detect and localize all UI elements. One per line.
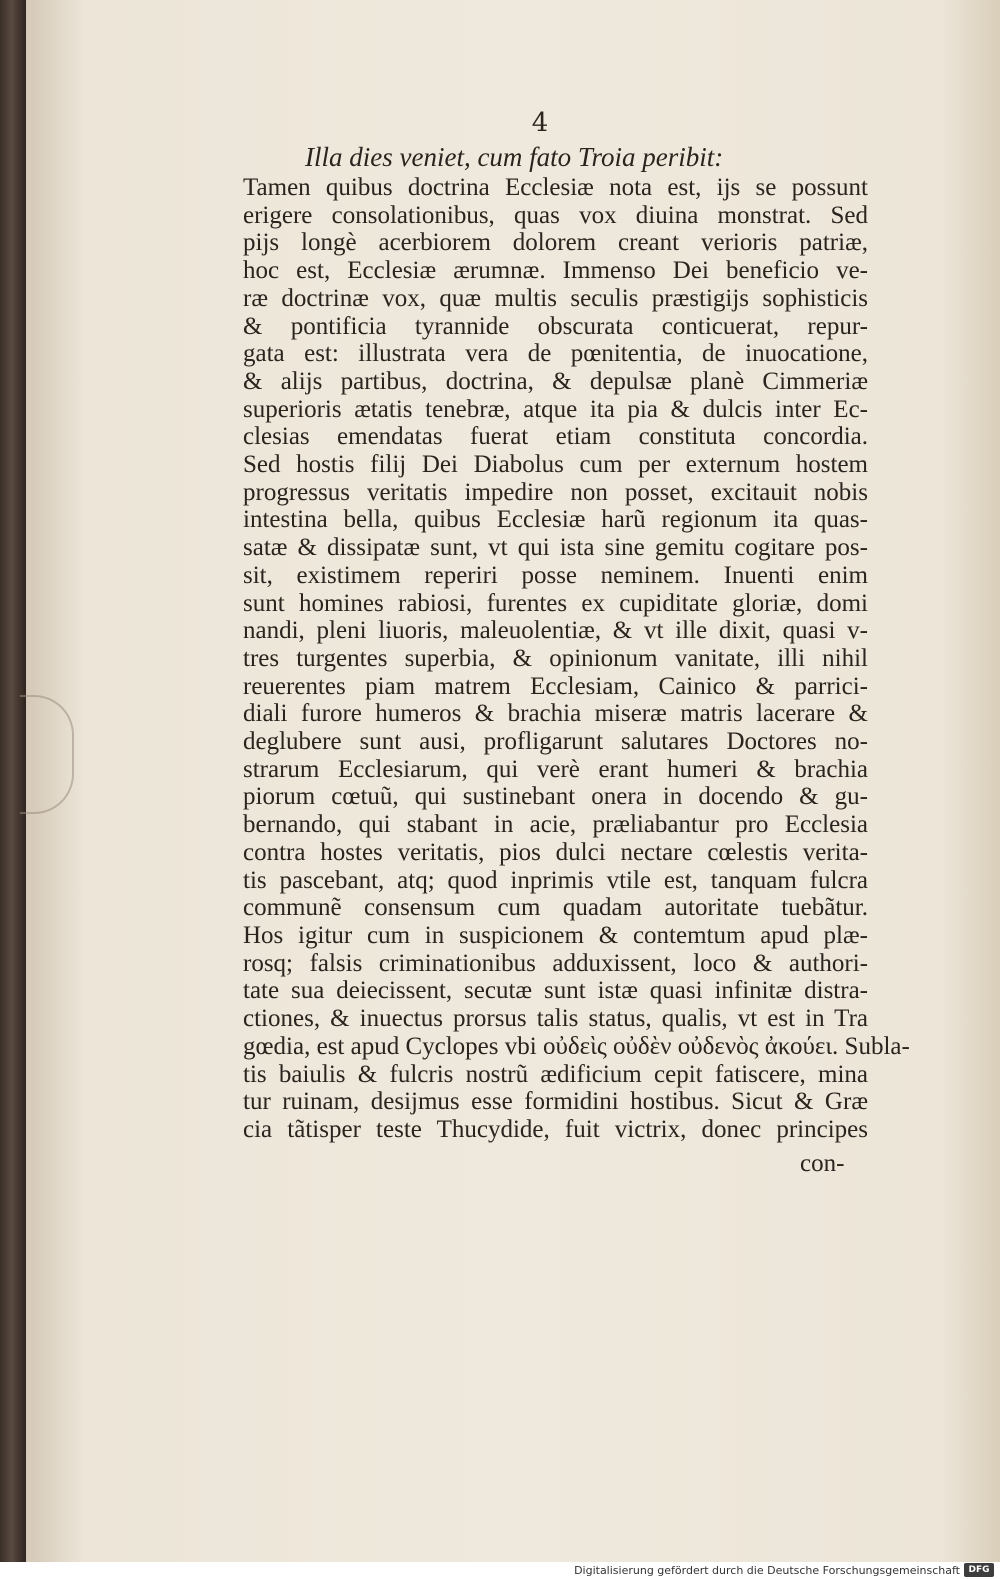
text-line: intestina bella, quibus Ecclesiæ harũ regionum ita quas- [243,506,868,534]
body-text [243,174,910,1144]
text-line: Sed hostis filij Dei Diabolus cum per externum hostem [243,451,868,479]
page-clip-mark [20,695,74,814]
footer-bar [0,1562,1000,1579]
text-line: Tamen quibus doctrina Ecclesiæ nota est, ijs se possunt [243,174,868,201]
text-line: cia tãtisper teste Thucydide, fuit victrix, donec principes [243,1115,868,1143]
text-line: progressus veritatis impedire non posset, excitauit nobis [243,478,868,506]
text-line: tres turgentes superbia, & opinionum vanitate, illi nihil [243,644,868,672]
footer-credit: Digitalisierung gefördert durch die Deutsche Forschungsgemeinschaft [574,1564,960,1577]
text-line: sit, existimem reperiri posse neminem. Inuenti enim [243,561,868,589]
text-line: deglubere sunt ausi, profligarunt salutares Doctores no- [243,728,868,756]
text-line: ræ doctrinæ vox, quæ multis seculis præstigijs sophisticis [243,284,868,312]
text-line: & alijs partibus, doctrina, & depulsæ planè Cimmeriæ [243,367,868,395]
text-line: superioris ætatis tenebræ, atque ita pia & dulcis inter Ec- [243,395,868,423]
text-line: tur ruinam, desijmus esse formidini hostibus. Sicut & Græ [243,1088,868,1116]
text-line: & pontificia tyrannide obscurata conticuerat, repur- [243,312,868,340]
text-line: tate sua deiecissent, secutæ sunt istæ quasi infinitæ distra- [243,977,868,1005]
verse-heading: Illa dies veniet, cum fato Troia peribit: [305,142,724,172]
text-line: gœdia, est apud Cyclopes vbi οὐδεὶς οὐδὲν οὐδενὸς ἀκούει. Subla- [243,1032,910,1060]
text-line: rosq; falsis criminationibus adduxissent, loco & authori- [243,949,868,977]
dfg-logo: DFG [964,1563,994,1577]
text-line: tis baiulis & fulcris nostrũ ædificium cepit fatiscere, mina [243,1060,868,1088]
page-number: 4 [531,108,549,138]
text-line: pijs longè acerbiorem dolorem creant verioris patriæ, [243,229,868,257]
text-line: communẽ consensum cum quadam autoritate tuebãtur. [243,894,868,922]
catchword: con- [800,1150,845,1177]
text-line: satæ & dissipatæ sunt, vt qui ista sine gemitu cogitare pos- [243,534,868,562]
text-line: ctiones, & inuectus prorsus talis status, qualis, vt est in Tra [243,1005,868,1033]
text-line: erigere consolationibus, quas vox diuina monstrat. Sed [243,201,868,229]
text-line: piorum cœtuũ, qui sustinebant onera in docendo & gu- [243,783,868,811]
text-line: Hos igitur cum in suspicionem & contemtum apud plæ- [243,921,868,949]
text-line: contra hostes veritatis, pios dulci nectare cœlestis verita- [243,838,868,866]
text-line: diali furore humeros & brachia miseræ matris lacerare & [243,700,868,728]
text-line: hoc est, Ecclesiæ ærumnæ. Immenso Dei beneficio ve- [243,257,868,285]
text-line: gata est: illustrata vera de pœnitentia, de inuocatione, [243,340,868,368]
text-line: bernando, qui stabant in acie, præliabantur pro Ecclesia [243,811,868,839]
text-line: nandi, pleni liuoris, maleuolentiæ, & vt ille dixit, quasi v- [243,617,868,645]
text-line: sunt homines rabiosi, furentes ex cupiditate gloriæ, domi [243,589,868,617]
text-line: tis pascebant, atq; quod inprimis vtile est, tanquam fulcra [243,866,868,894]
text-line: clesias emendatas fuerat etiam constituta concordia. [243,423,868,451]
text-line: reuerentes piam matrem Ecclesiam, Cainico & parrici- [243,672,868,700]
text-line: strarum Ecclesiarum, qui verè erant humeri & brachia [243,755,868,783]
